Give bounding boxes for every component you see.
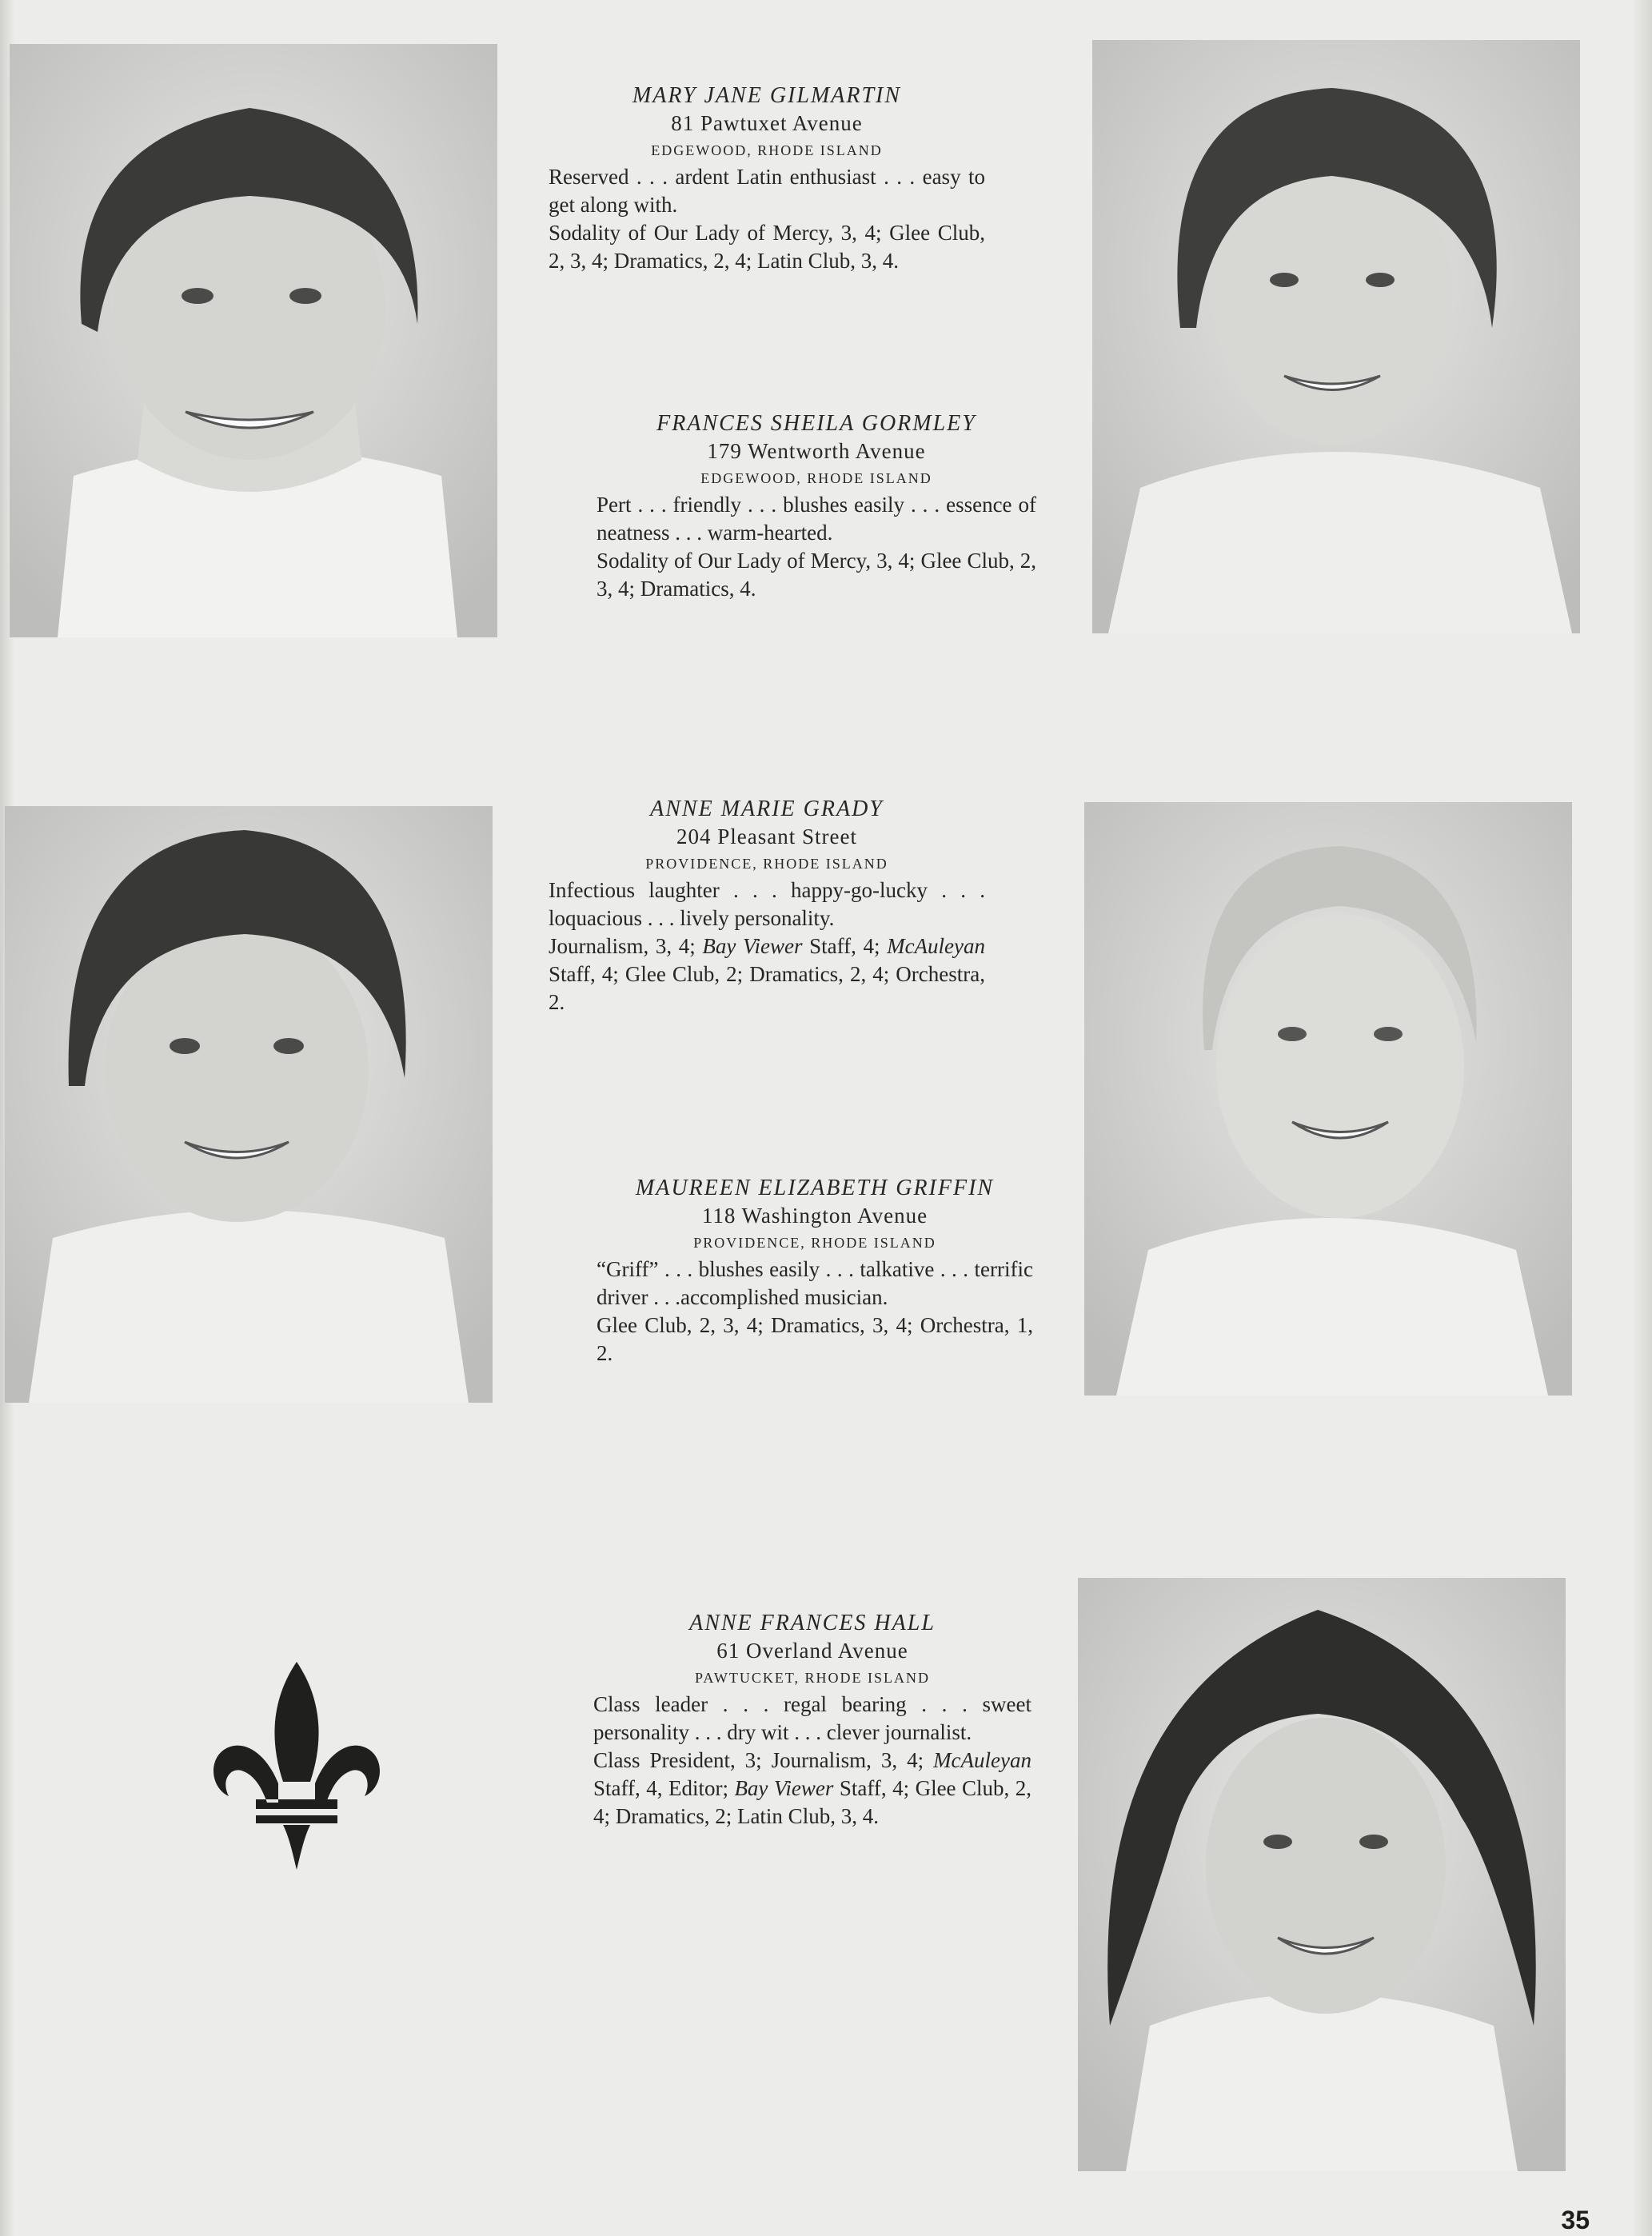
student-photo-griffin (1084, 802, 1572, 1396)
student-city: PROVIDENCE, RHODE ISLAND (645, 856, 888, 872)
student-name: MARY JANE GILMARTIN (632, 83, 902, 108)
student-street: 61 Overland Avenue (716, 1639, 908, 1663)
student-description: Pert . . . friendly . . . blushes easily . . . essence of neatness . . . warm-hearted. (597, 493, 1036, 545)
fleur-de-lis-icon (209, 1662, 384, 1870)
student-description: “Griff” . . . blushes easily . . . talkative . . . terrific driver . . .accomplished musician. (597, 1257, 1033, 1309)
student-city: EDGEWOOD, RHODE ISLAND (700, 470, 932, 486)
student-activities: Class President, 3; Journalism, 3, 4; McAuleyan Staff, 4, Editor; Bay Viewer Staff, 4; Glee Club, 2, 4; Dramatics, 2; Latin Club, 3, 4. (593, 1748, 1032, 1828)
student-name: ANNE MARIE GRADY (650, 797, 884, 821)
student-activities: Glee Club, 2, 3, 4; Dramatics, 3, 4; Orchestra, 1, 2. (597, 1313, 1033, 1365)
student-city: PAWTUCKET, RHODE ISLAND (694, 1670, 931, 1686)
student-street: 204 Pleasant Street (676, 825, 857, 848)
student-entry-gilmartin (549, 82, 985, 275)
student-name: FRANCES SHEILA GORMLEY (656, 411, 976, 436)
student-activities: Sodality of Our Lady of Mercy, 3, 4; Glee Club, 2, 3, 4; Dramatics, 4. (597, 549, 1036, 601)
student-description: Infectious laughter . . . happy-go-lucky . . . loquacious . . . lively personality. (549, 878, 985, 930)
student-description: Class leader . . . regal bearing . . . sweet personality . . . dry wit . . . clever journalist. (593, 1692, 1032, 1744)
student-description: Reserved . . . ardent Latin enthusiast . . . easy to get along with. (549, 165, 985, 217)
student-photo-grady (5, 806, 493, 1403)
student-entry-grady (549, 795, 985, 1016)
student-entry-hall (593, 1609, 1032, 1831)
student-entry-griffin (597, 1174, 1033, 1368)
student-street: 81 Pawtuxet Avenue (671, 111, 863, 135)
student-activities: Journalism, 3, 4; Bay Viewer Staff, 4; McAuleyan Staff, 4; Glee Club, 2; Dramatics, 2, 4; Orchestra, 2. (549, 934, 986, 1014)
student-street: 118 Washington Avenue (701, 1204, 928, 1228)
student-photo-gilmartin (10, 44, 497, 637)
student-name: ANNE FRANCES HALL (689, 1611, 936, 1635)
student-street: 179 Wentworth Avenue (707, 439, 926, 463)
page-edge (1631, 0, 1652, 2236)
student-photo-gormley (1092, 40, 1580, 633)
student-activities: Sodality of Our Lady of Mercy, 3, 4; Glee Club, 2, 3, 4; Dramatics, 2, 4; Latin Club, 3, 4. (549, 221, 985, 273)
student-city: PROVIDENCE, RHODE ISLAND (693, 1235, 936, 1251)
page-number: 35 (1561, 2206, 1590, 2234)
student-city: EDGEWOOD, RHODE ISLAND (651, 142, 883, 158)
student-name: MAUREEN ELIZABETH GRIFFIN (635, 1176, 995, 1200)
student-entry-gormley (597, 409, 1036, 603)
student-photo-hall (1078, 1578, 1566, 2171)
